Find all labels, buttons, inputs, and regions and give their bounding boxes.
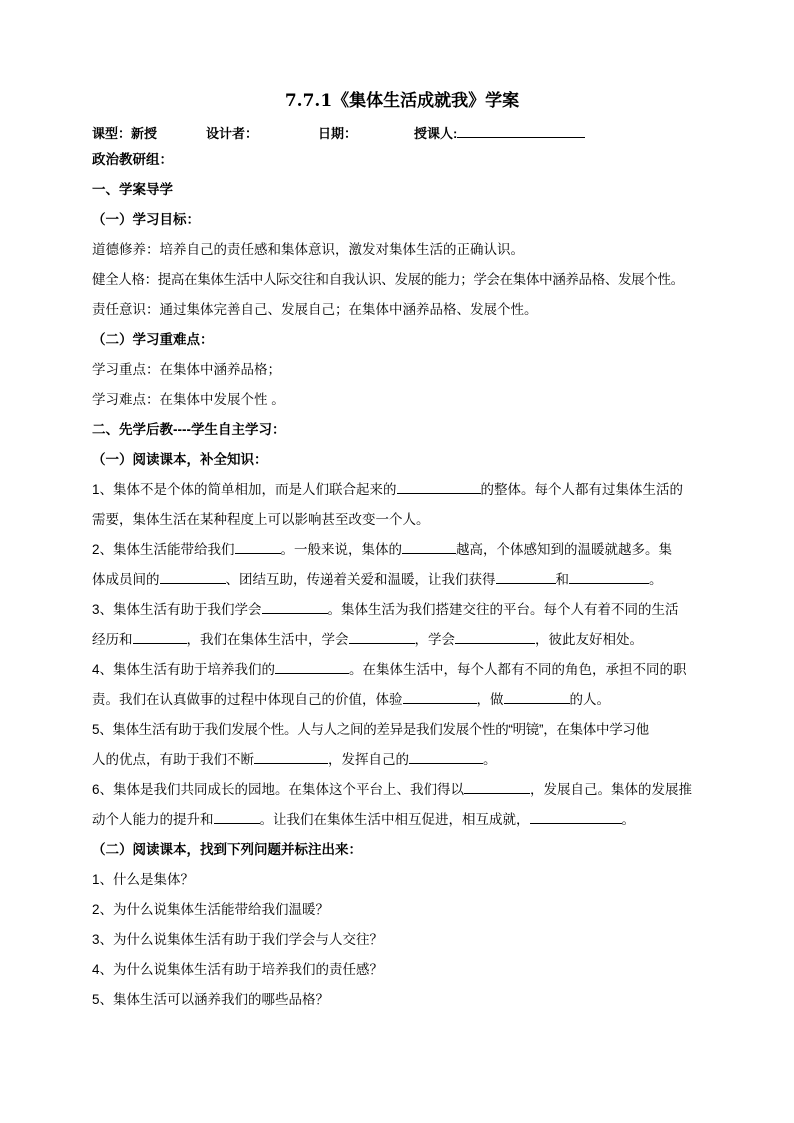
meta-row bbox=[92, 123, 712, 145]
question-3: 3、为什么说集体生活有助于我们学会与人交往？ bbox=[92, 932, 384, 947]
item-3-line-2 bbox=[92, 625, 712, 655]
item-text: 动个人能力的提升和 bbox=[92, 812, 214, 827]
item-text: 4、集体生活有助于培养我们的 bbox=[92, 662, 276, 677]
item-4-line-1 bbox=[92, 655, 712, 685]
fill-blank[interactable] bbox=[496, 569, 556, 584]
item-6-line-1 bbox=[92, 775, 712, 805]
teacher-text: 授课人: bbox=[414, 126, 458, 141]
group-label: 政治教研组： bbox=[92, 152, 173, 167]
designer-label: 设计者： bbox=[206, 126, 259, 141]
fill-blank[interactable] bbox=[397, 479, 481, 494]
item-text: 。一般来说，集体的 bbox=[280, 542, 403, 557]
item-text: ，彼此友好相处。 bbox=[535, 632, 643, 647]
fill-blank[interactable] bbox=[402, 539, 456, 554]
item-text: 越高，个体感知到的温暖就越多。集 bbox=[456, 542, 673, 557]
fill-blank[interactable] bbox=[214, 809, 260, 824]
page-title: 7.7.1《集体生活成就我》学案 bbox=[284, 91, 520, 111]
item-text: 的人。 bbox=[569, 692, 610, 707]
item-text: ，做 bbox=[476, 692, 504, 707]
teacher-label bbox=[414, 123, 457, 142]
fill-blank[interactable] bbox=[235, 539, 281, 554]
item-text: 的整体。每个人都有过集体生活的 bbox=[480, 482, 684, 497]
section2-heading: 二、先学后教----学生自主学习： bbox=[92, 422, 286, 437]
key-heading: （二）学习重难点： bbox=[92, 332, 214, 347]
fill-blank[interactable] bbox=[160, 569, 226, 584]
item-text: ，发展自己。集体的发展推 bbox=[530, 782, 693, 797]
goals-heading: （一）学习目标： bbox=[92, 212, 200, 227]
fill-blank[interactable] bbox=[464, 779, 530, 794]
goal-personality: 健全人格：提高在集体生活中人际交往和自我认识、发展的能力；学会在集体中涵养品格、发展个性。 bbox=[92, 272, 684, 287]
item-text: 和 bbox=[555, 572, 569, 587]
fill-blank[interactable] bbox=[409, 749, 483, 764]
fill-blank[interactable] bbox=[530, 809, 622, 824]
difficult-point: 学习难点：在集体中发展个性 。 bbox=[92, 392, 285, 407]
key-point: 学习重点：在集体中涵养品格； bbox=[92, 362, 281, 377]
item-text: 。 bbox=[649, 572, 663, 587]
item-text: 。在集体生活中，每个人都有不同的角色，承担不同的职 bbox=[349, 662, 687, 677]
course-type: 课型：新授 bbox=[92, 126, 158, 141]
item-text: 2、集体生活能带给我们 bbox=[92, 542, 235, 557]
fill-blank[interactable] bbox=[349, 629, 415, 644]
item-3-line-1 bbox=[92, 595, 712, 625]
find-heading: （二）阅读课本，找到下列问题并标注出来： bbox=[92, 842, 362, 857]
item-text: ，学会 bbox=[414, 632, 455, 647]
item-text: 5、集体生活有助于我们发展个性。人与人之间的差异是我们发展个性的“明镜”，在集体中学习他 bbox=[92, 722, 649, 737]
fill-blank[interactable] bbox=[275, 659, 349, 674]
item-6-line-2 bbox=[92, 805, 712, 835]
read-heading: （一）阅读课本，补全知识： bbox=[92, 452, 268, 467]
item-text: ，发挥自己的 bbox=[328, 752, 409, 767]
item-text: 1、集体不是个体的简单相加，而是人们联合起来的 bbox=[92, 482, 397, 497]
item-2-line-1 bbox=[92, 535, 712, 565]
item-1-line-1 bbox=[92, 475, 712, 505]
item-text: 3、集体生活有助于我们学会 bbox=[92, 602, 262, 617]
item-text: 、团结互助，传递着关爱和温暖，让我们获得 bbox=[225, 572, 496, 587]
question-2: 2、为什么说集体生活能带给我们温暖？ bbox=[92, 902, 330, 917]
worksheet bbox=[92, 86, 712, 1015]
fill-blank[interactable] bbox=[455, 629, 535, 644]
item-text: 体成员间的 bbox=[92, 572, 160, 587]
goal-responsibility: 责任意识：通过集体完善自己、发展自己；在集体中涵养品格、发展个性。 bbox=[92, 302, 538, 317]
fill-blank[interactable] bbox=[569, 569, 649, 584]
item-text: 经历和 bbox=[92, 632, 133, 647]
item-text: ，我们在集体生活中，学会 bbox=[186, 632, 349, 647]
item-text: 。集体生活为我们搭建交往的平台。每个人有着不同的生活 bbox=[327, 602, 679, 617]
question-1: 1、什么是集体？ bbox=[92, 872, 195, 887]
item-text: 6、集体是我们共同成长的园地。在集体这个平台上、我们得以 bbox=[92, 782, 465, 797]
date-label: 日期： bbox=[318, 126, 358, 141]
item-text: 。 bbox=[483, 752, 497, 767]
teacher-blank bbox=[457, 123, 585, 138]
section1-heading: 一、学案导学 bbox=[92, 182, 173, 197]
fill-blank[interactable] bbox=[403, 689, 477, 704]
question-4: 4、为什么说集体生活有助于培养我们的责任感？ bbox=[92, 962, 384, 977]
item-5-line-1 bbox=[92, 715, 712, 745]
item-text: 责。我们在认真做事的过程中体现自己的价值，体验 bbox=[92, 692, 403, 707]
fill-blank[interactable] bbox=[254, 749, 328, 764]
item-text: 。 bbox=[621, 812, 635, 827]
goal-moral: 道德修养：培养自己的责任感和集体意识，激发对集体生活的正确认识。 bbox=[92, 242, 524, 257]
item-1-line-2 bbox=[92, 505, 712, 535]
item-text: 。让我们在集体生活中相互促进，相互成就， bbox=[259, 812, 530, 827]
item-text: 需要，集体生活在某种程度上可以影响甚至改变一个人。 bbox=[92, 512, 430, 527]
question-5: 5、集体生活可以涵养我们的哪些品格？ bbox=[92, 992, 330, 1007]
item-2-line-2 bbox=[92, 565, 712, 595]
item-4-line-2 bbox=[92, 685, 712, 715]
fill-blank[interactable] bbox=[262, 599, 328, 614]
fill-blank[interactable] bbox=[504, 689, 570, 704]
item-5-line-2 bbox=[92, 745, 712, 775]
fill-blank[interactable] bbox=[133, 629, 187, 644]
item-text: 人的优点，有助于我们不断 bbox=[92, 752, 254, 767]
